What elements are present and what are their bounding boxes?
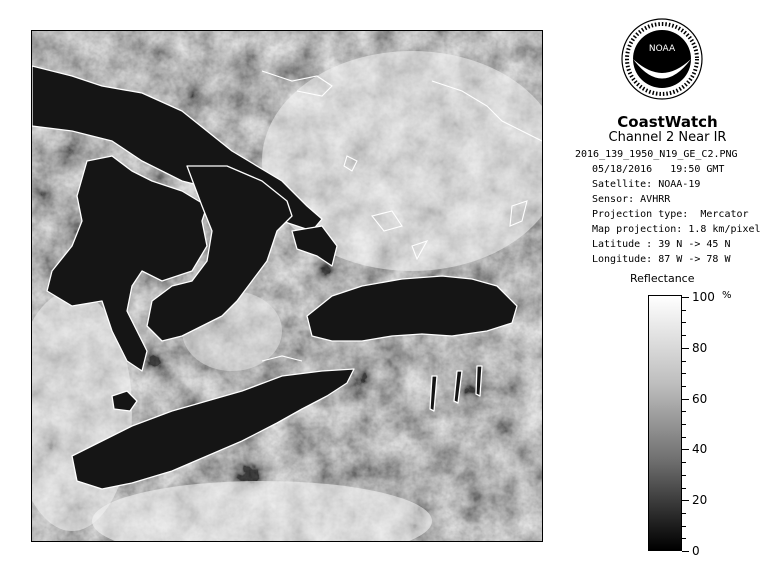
colorbar-tick-label: 40 <box>692 442 708 457</box>
satellite-map <box>31 30 543 542</box>
logo-inner-disk <box>633 30 691 88</box>
colorbar-tick <box>682 462 686 463</box>
colorbar-tick <box>682 500 689 501</box>
colorbar-tick <box>682 488 686 489</box>
noaa-logo <box>621 18 703 100</box>
image-datetime: 05/18/2016 19:50 GMT <box>592 164 725 175</box>
colorbar <box>648 295 682 551</box>
colorbar-tick <box>682 297 689 298</box>
colorbar-tick <box>682 399 689 400</box>
colorbar-unit: % <box>722 290 732 301</box>
colorbar-tick <box>682 475 686 476</box>
colorbar-tick <box>682 538 686 539</box>
projection-type-info: Projection type: Mercator <box>592 209 749 220</box>
map-projection-info: Map projection: 1.8 km/pixel <box>592 224 761 235</box>
colorbar-tick <box>682 361 686 362</box>
colorbar-axis <box>682 290 742 558</box>
colorbar-tick-label: 0 <box>692 544 700 558</box>
map-svg <box>32 31 542 541</box>
image-filename: 2016_139_1950_N19_GE_C2.PNG <box>575 149 738 160</box>
colorbar-tick-label: 20 <box>692 493 708 508</box>
colorbar-tick <box>682 526 686 527</box>
colorbar-tick <box>682 411 686 412</box>
colorbar-tick <box>682 424 686 425</box>
colorbar-tick-label: 100 <box>692 290 715 304</box>
colorbar-tick <box>682 335 686 336</box>
channel-subtitle: Channel 2 Near IR <box>608 130 727 145</box>
colorbar-tick <box>682 310 686 311</box>
colorbar-tick-label: 60 <box>692 391 708 406</box>
colorbar-tick <box>682 322 686 323</box>
colorbar-title: Reflectance <box>630 272 695 285</box>
app-title: CoastWatch <box>617 113 718 131</box>
colorbar-tick <box>682 437 686 438</box>
sensor-info: Sensor: AVHRR <box>592 194 671 205</box>
colorbar-tick <box>682 513 686 514</box>
longitude-info: Longitude: 87 W -> 78 W <box>592 254 731 265</box>
colorbar-tick <box>682 551 689 552</box>
satellite-info: Satellite: NOAA-19 <box>592 179 701 190</box>
colorbar-tick <box>682 373 686 374</box>
colorbar-tick <box>682 348 689 349</box>
colorbar-tick <box>682 449 689 450</box>
colorbar-tick <box>682 386 686 387</box>
logo-text: NOAA <box>648 44 676 54</box>
colorbar-tick-label: 80 <box>692 340 708 355</box>
latitude-info: Latitude : 39 N -> 45 N <box>592 239 731 250</box>
